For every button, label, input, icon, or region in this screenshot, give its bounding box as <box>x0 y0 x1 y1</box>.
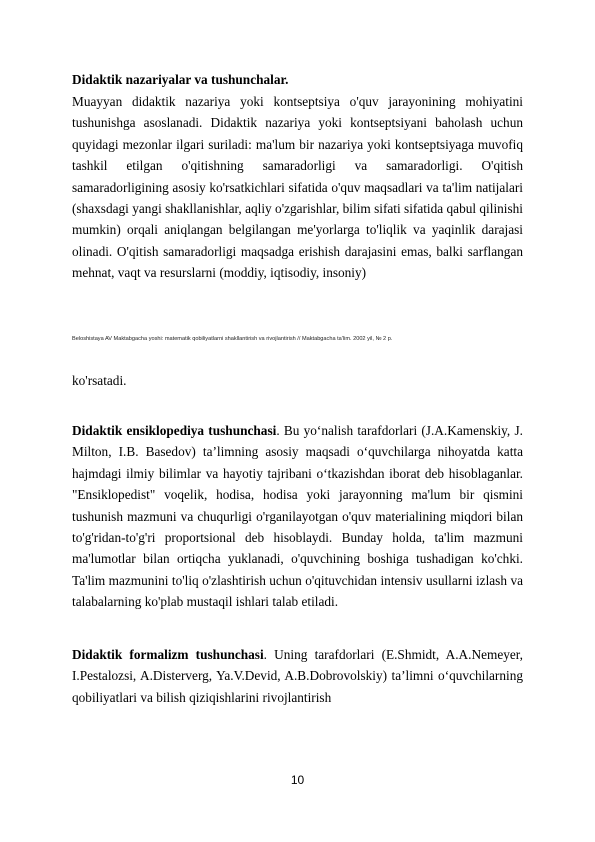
footnote: Beloshistaya AV Maktabgacha yoshi: matematik qobiliyatlarni shakllantirish va rivojlantirish // Maktabgacha ta'lim. 2002 yil, № 2 p. <box>72 336 393 342</box>
paragraph-4 <box>72 644 523 708</box>
paragraph-3 <box>72 420 523 613</box>
paragraph-3-text: . Bu yo‘nalish tarafdorlari (J.A.Kamenskiy, J. Milton, I.B. Basedov) ta’limning asosiy maqsadi o‘quvchilarga nihoyatda katta hajmdagi ilmiy bilimlar va hayotiy tajribani o‘tkazishdan iborat deb hisoblaganlar. "Ensiklopedist" voqelik, hodisa, hodisa yoki jarayonning ma'lum bir qismini tushunish mazmuni va chuqurligi o'rganilayotgan o'quv materialining miqdori bilan to'g'ridan-to'g'ri proportsional deb hisoblaydi. Bunday holda, ta'lim mazmuni ma'lumotlar bilan ortiqcha yuklanadi, o'quvchining boshiga tushadigan ko'chki. Ta'lim mazmunini to'liq o'zlashtirish uchun o'qituvchidan intensiv usullarni izlash va talabalarning ko'plab mustaqil ishlari talab etiladi. <box>72 423 523 610</box>
page-number: 10 <box>290 773 305 787</box>
section-heading: Didaktik nazariyalar va tushunchalar. <box>72 72 289 87</box>
paragraph-2: ko'rsatadi. <box>72 373 127 388</box>
paragraph-1: Muayyan didaktik nazariya yoki kontseptsiya o'quv jarayonining mohiyatini tushunishga asoslanadi. Didaktik nazariya yoki kontseptsiyani baholash uchun quyidagi mezonlar ilgari suriladi: ma'lum bir nazariya yoki kontseptsiyaga muvofiq tashkil etilgan o'qitishning samaradorligi va samaradorligi. O'qitish samaradorligining asosiy ko'rsatkichlari sifatida o'quv maqsadlari va ta'lim natijalari (shaxsdagi yangi shakllanishlar, aqliy o'zgarishlar, bilim sifati sifatida qabul qilinishi mumkin) orqali aniqlangan belgilangan me'yorlarga to'liqlik va yaqinlik darajasi olinadi. O'qitish samaradorligi maqsadga erishish darajasini emas, balki sarflangan mehnat, vaqt va resurslarni (moddiy, iqtisodiy, insoniy) <box>72 94 523 281</box>
term-didactic-encyclopedia: Didaktik ensiklopediya tushunchasi <box>72 423 277 438</box>
paragraph-4-text: . Uning tarafdorlari (E.Shmidt, A.A.Nemeyer, I.Pestalozsi, A.Disterverg, Ya.V.Devid, A.B.Dobrovolskiy) ta’limni o‘quvchilarning qobiliyatlari va bilish qiziqishlarini rivojlantirish <box>72 647 523 705</box>
term-didactic-formalism: Didaktik formalizm tushunchasi <box>72 647 264 662</box>
